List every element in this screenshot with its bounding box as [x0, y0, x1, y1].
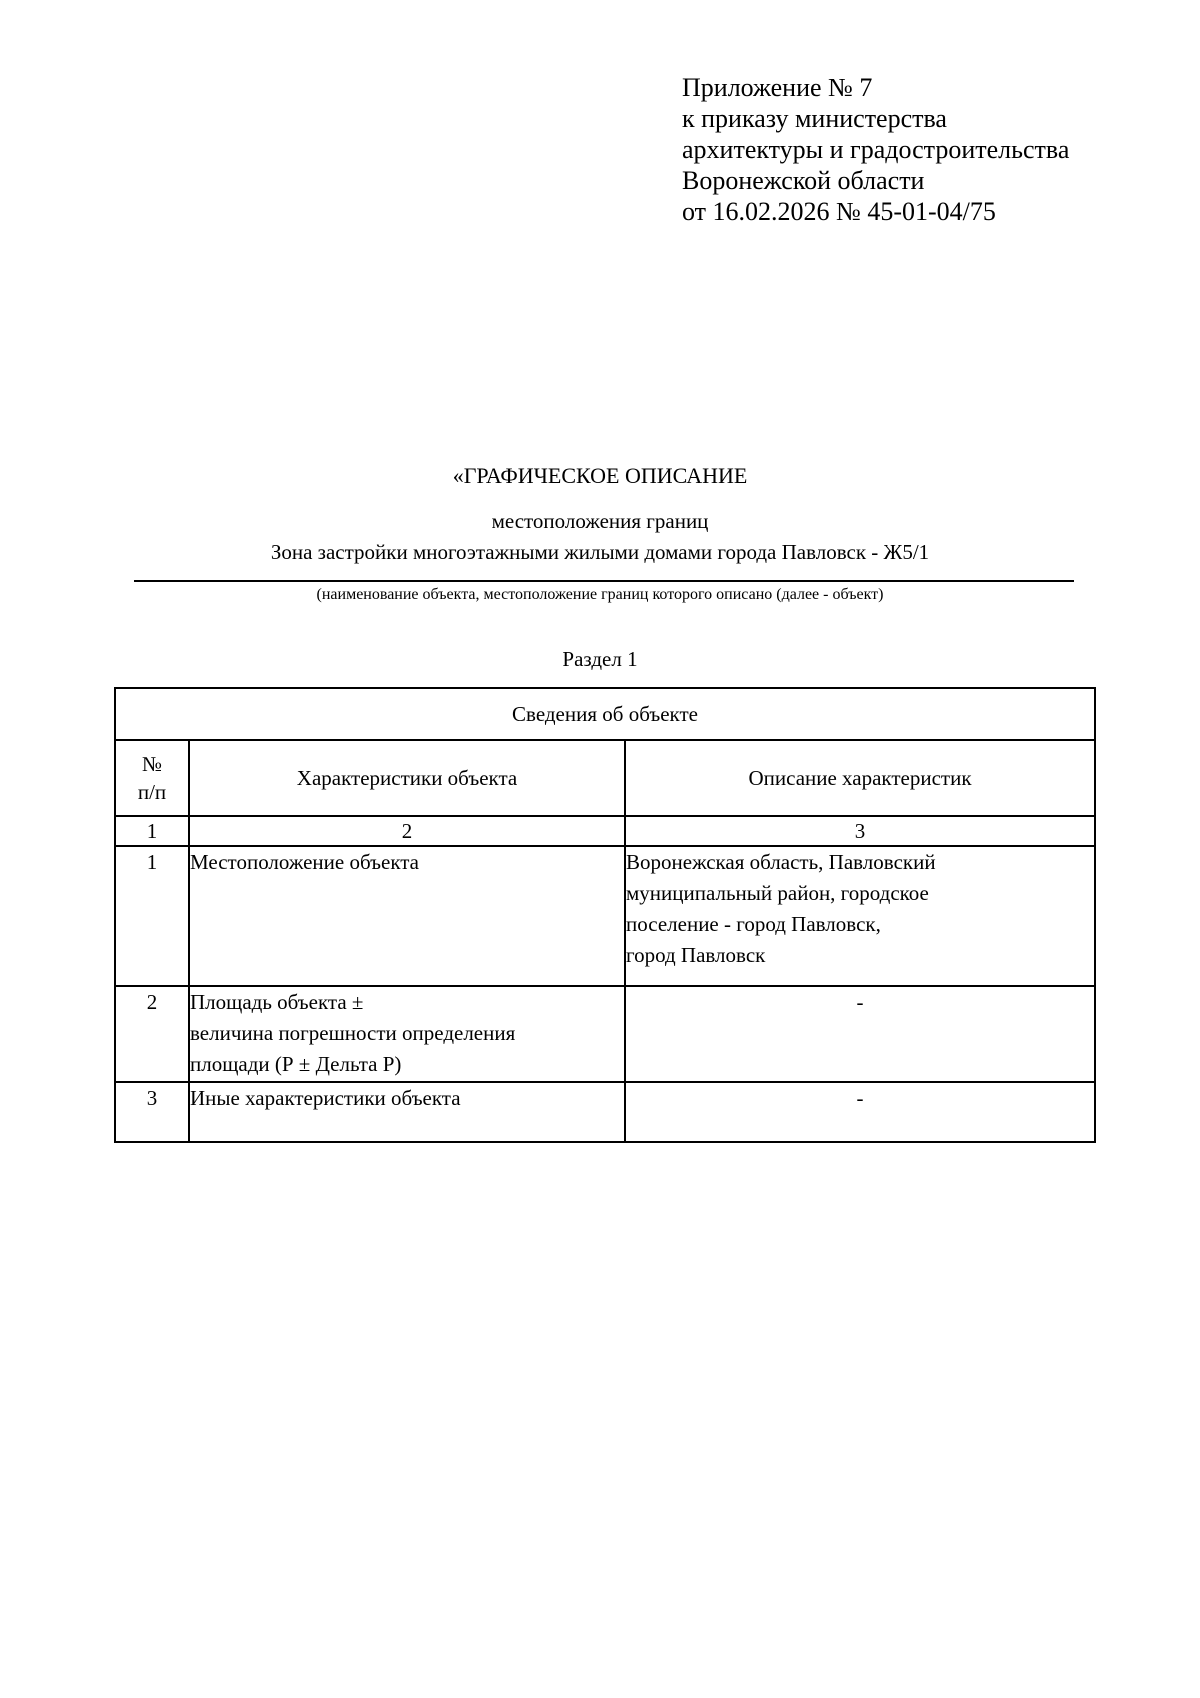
column-index: 1	[115, 816, 189, 846]
column-index-row	[115, 816, 1095, 846]
object-name-caption: (наименование объекта, местоположение границ которого описано (далее - объект)	[316, 586, 884, 603]
object-info-table	[114, 687, 1096, 1143]
row-characteristic	[189, 846, 625, 986]
row-description: -	[625, 986, 1095, 1082]
row-characteristic	[189, 1082, 625, 1142]
column-index: 2	[189, 816, 625, 846]
header-number-symbol: №	[141, 752, 163, 776]
appendix-line: к приказу министерства	[682, 104, 947, 133]
header-description: Описание характеристик	[625, 740, 1095, 816]
appendix-line: архитектуры и градостроительства	[682, 135, 1070, 164]
description-line: муниципальный район, городское	[626, 881, 929, 905]
row-description	[625, 846, 1095, 986]
characteristic-line: Местоположение объекта	[190, 850, 420, 874]
description-line: Воронежская область, Павловский	[626, 850, 936, 874]
appendix-line: Воронежской области	[682, 166, 925, 195]
table-header-row	[115, 740, 1095, 816]
characteristic-line: Иные характеристики объекта	[190, 1086, 461, 1110]
header-number-abbr: п/п	[137, 780, 167, 804]
document-title: «ГРАФИЧЕСКОЕ ОПИСАНИЕ	[452, 463, 748, 488]
table-row	[115, 846, 1095, 986]
appendix-line: от 16.02.2026 № 45-01-04/75	[682, 197, 996, 226]
characteristic-line: величина погрешности определения	[190, 1021, 516, 1045]
row-characteristic	[189, 986, 625, 1082]
appendix-line: Приложение № 7	[682, 73, 873, 102]
column-index: 3	[625, 816, 1095, 846]
row-number: 2	[115, 986, 189, 1082]
description-line: город Павловск	[626, 943, 766, 967]
appendix-reference	[682, 72, 1069, 227]
row-description: -	[625, 1082, 1095, 1142]
header-characteristics: Характеристики объекта	[189, 740, 625, 816]
object-name: Зона застройки многоэтажными жилыми домами города Павловск - Ж5/1	[270, 540, 930, 564]
section-title: Раздел 1	[562, 647, 638, 671]
characteristic-line: площади (Р ± Дельта Р)	[190, 1052, 402, 1076]
row-number: 3	[115, 1082, 189, 1142]
characteristic-line: Площадь объекта ±	[190, 990, 364, 1014]
header-number	[115, 740, 189, 816]
object-name-underline	[134, 580, 1074, 582]
table-caption: Сведения об объекте	[115, 688, 1095, 740]
document-subtitle-line1: местоположения границ	[491, 509, 709, 533]
table-row	[115, 986, 1095, 1082]
table-row	[115, 1082, 1095, 1142]
row-number: 1	[115, 846, 189, 986]
description-line: поселение - город Павловск,	[626, 912, 881, 936]
